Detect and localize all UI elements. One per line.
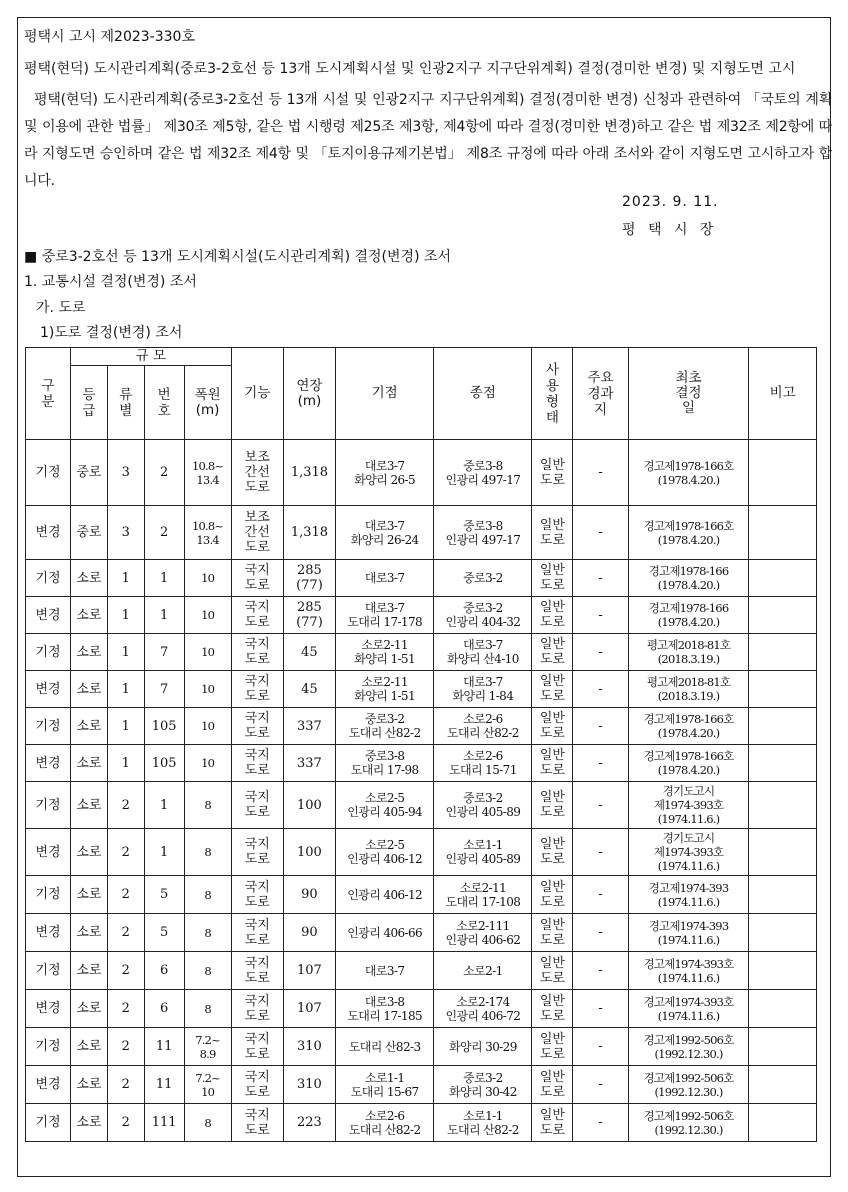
cell-remarks [749, 782, 817, 829]
cell-number: 7 [144, 634, 184, 671]
notice-date: 2023. 9. 11. [622, 194, 719, 210]
cell-number: 1 [144, 597, 184, 634]
cell-class: 3 [107, 506, 144, 560]
cell-length: 1,318 [283, 440, 335, 506]
cell-width: 7.2~ 8.9 [184, 1028, 231, 1066]
cell-decision: 경고제1992-506호 (1992.12.30.) [628, 1066, 749, 1104]
cell-usage: 일반 도로 [532, 1104, 573, 1142]
cell-gubun: 기정 [26, 1104, 71, 1142]
cell-gubun: 기정 [26, 876, 71, 914]
cell-start: 소로2-11 화양리 1-51 [336, 671, 434, 708]
cell-usage: 일반 도로 [532, 745, 573, 782]
cell-via: - [573, 745, 628, 782]
cell-gubun: 기정 [26, 440, 71, 506]
cell-class: 2 [107, 876, 144, 914]
cell-gubun: 변경 [26, 671, 71, 708]
cell-class: 1 [107, 634, 144, 671]
cell-function: 국지 도로 [231, 990, 283, 1028]
subsection-road: 가. 도로 [36, 300, 86, 316]
cell-via: - [573, 708, 628, 745]
cell-decision: 경고제1974-393호 (1974.11.6.) [628, 990, 749, 1028]
cell-length: 285 (77) [283, 597, 335, 634]
cell-grade: 소로 [71, 560, 108, 597]
cell-start: 소로2-5 인광리 405-94 [336, 782, 434, 829]
cell-width: 8 [184, 990, 231, 1028]
cell-start: 소로1-1 도대리 15-67 [336, 1066, 434, 1104]
cell-remarks [749, 1066, 817, 1104]
cell-end: 소로2-174 인광리 406-72 [434, 990, 532, 1028]
cell-number: 7 [144, 671, 184, 708]
cell-number: 111 [144, 1104, 184, 1142]
header-function: 기능 [231, 348, 283, 440]
cell-via: - [573, 597, 628, 634]
cell-decision: 경기도고시 제1974-393호 (1974.11.6.) [628, 829, 749, 876]
cell-end: 소로1-1 인광리 405-89 [434, 829, 532, 876]
cell-remarks [749, 597, 817, 634]
cell-usage: 일반 도로 [532, 952, 573, 990]
cell-grade: 중로 [71, 440, 108, 506]
cell-function: 국지 도로 [231, 914, 283, 952]
table-body [26, 440, 817, 1142]
cell-class: 2 [107, 952, 144, 990]
cell-usage: 일반 도로 [532, 782, 573, 829]
cell-decision: 경고제1978-166호 (1978.4.20.) [628, 745, 749, 782]
section-heading: ■ 중로3-2호선 등 13개 도시계획시설(도시관리계획) 결정(변경) 조서 [24, 249, 452, 265]
cell-width: 8 [184, 876, 231, 914]
cell-number: 2 [144, 506, 184, 560]
cell-grade: 소로 [71, 876, 108, 914]
issuer: 평 택 시 장 [622, 222, 718, 238]
cell-via: - [573, 560, 628, 597]
notice-body: 평택(현덕) 도시관리계획(중로3-2호선 등 13개 시설 및 인광2지구 지구단위계획) 결정(경미한 변경) 신청과 관련하여 「국토의 계획 및 이용에 관한 법률」 제30조 제5항, 같은 법 시행령 제25조 제3항, 제4항에 따라 결정(경미한 변경)하고 같은 법 제32조 제2항에 따라 지형도면 승인하며 같은 법 제32조 제4항 및 「토지이용규제기본법」 제8조 규정에 따라 아래 조서와 같이 지형도면 고시하고자 합니다. [24, 92, 832, 189]
cell-length: 100 [283, 829, 335, 876]
cell-function: 국지 도로 [231, 1104, 283, 1142]
cell-number: 6 [144, 952, 184, 990]
cell-remarks [749, 952, 817, 990]
cell-gubun: 변경 [26, 914, 71, 952]
cell-width: 10 [184, 708, 231, 745]
cell-usage: 일반 도로 [532, 990, 573, 1028]
cell-function: 국지 도로 [231, 560, 283, 597]
cell-start: 소로2-6 도대리 산82-2 [336, 1104, 434, 1142]
table-row [26, 829, 817, 876]
cell-function: 국지 도로 [231, 1066, 283, 1104]
cell-via: - [573, 1028, 628, 1066]
cell-usage: 일반 도로 [532, 634, 573, 671]
header-width: 폭원(m) [184, 366, 231, 440]
cell-decision: 경고제1992-506호 (1992.12.30.) [628, 1028, 749, 1066]
header-number: 번호 [144, 366, 184, 440]
cell-number: 2 [144, 440, 184, 506]
cell-number: 6 [144, 990, 184, 1028]
cell-decision: 경고제1978-166호 (1978.4.20.) [628, 708, 749, 745]
cell-class: 2 [107, 782, 144, 829]
cell-remarks [749, 1104, 817, 1142]
cell-gubun: 기정 [26, 952, 71, 990]
cell-decision: 경고제1978-166호 (1978.4.20.) [628, 440, 749, 506]
cell-function: 보조 간선 도로 [231, 440, 283, 506]
cell-number: 1 [144, 782, 184, 829]
cell-gubun: 변경 [26, 745, 71, 782]
cell-end: 중로3-2 [434, 560, 532, 597]
table-row [26, 708, 817, 745]
cell-function: 국지 도로 [231, 671, 283, 708]
table-row [26, 671, 817, 708]
subsection-transport: 1. 교통시설 결정(변경) 조서 [24, 274, 197, 290]
cell-function: 국지 도로 [231, 782, 283, 829]
cell-width: 10.8~ 13.4 [184, 506, 231, 560]
cell-usage: 일반 도로 [532, 876, 573, 914]
cell-decision: 경고제1978-166호 (1978.4.20.) [628, 506, 749, 560]
cell-grade: 소로 [71, 914, 108, 952]
cell-end: 소로1-1 도대리 산82-2 [434, 1104, 532, 1142]
cell-usage: 일반 도로 [532, 1028, 573, 1066]
cell-start: 대로3-7 화양리 26-5 [336, 440, 434, 506]
cell-usage: 일반 도로 [532, 440, 573, 506]
cell-via: - [573, 1066, 628, 1104]
cell-end: 중로3-2 인광리 405-89 [434, 782, 532, 829]
cell-start: 대로3-7 [336, 560, 434, 597]
cell-usage: 일반 도로 [532, 1066, 573, 1104]
cell-via: - [573, 914, 628, 952]
cell-width: 10 [184, 671, 231, 708]
cell-function: 국지 도로 [231, 597, 283, 634]
header-usage: 사용형태 [532, 348, 573, 440]
cell-number: 1 [144, 829, 184, 876]
cell-decision: 평고제2018-81호 (2018.3.19.) [628, 634, 749, 671]
cell-start: 중로3-8 도대리 17-98 [336, 745, 434, 782]
cell-decision: 경고제1978-166 (1978.4.20.) [628, 597, 749, 634]
cell-function: 국지 도로 [231, 745, 283, 782]
cell-start: 소로2-5 인광리 406-12 [336, 829, 434, 876]
cell-start: 중로3-2 도대리 산82-2 [336, 708, 434, 745]
cell-gubun: 변경 [26, 1066, 71, 1104]
cell-via: - [573, 671, 628, 708]
cell-length: 337 [283, 708, 335, 745]
cell-via: - [573, 634, 628, 671]
notice-number: 평택시 고시 제2023-330호 [24, 29, 195, 45]
cell-function: 국지 도로 [231, 952, 283, 990]
header-length: 연장(m) [283, 348, 335, 440]
table-row [26, 876, 817, 914]
cell-via: - [573, 829, 628, 876]
cell-remarks [749, 829, 817, 876]
cell-class: 1 [107, 671, 144, 708]
cell-class: 2 [107, 990, 144, 1028]
cell-length: 107 [283, 990, 335, 1028]
cell-start: 소로2-11 화양리 1-51 [336, 634, 434, 671]
cell-grade: 소로 [71, 597, 108, 634]
cell-gubun: 기정 [26, 782, 71, 829]
cell-grade: 중로 [71, 506, 108, 560]
header-class: 류별 [107, 366, 144, 440]
cell-length: 337 [283, 745, 335, 782]
cell-via: - [573, 990, 628, 1028]
cell-usage: 일반 도로 [532, 914, 573, 952]
table-row [26, 634, 817, 671]
cell-via: - [573, 952, 628, 990]
table-row [26, 952, 817, 990]
cell-start: 대로3-7 도대리 17-178 [336, 597, 434, 634]
cell-via: - [573, 506, 628, 560]
cell-length: 285 (77) [283, 560, 335, 597]
cell-usage: 일반 도로 [532, 506, 573, 560]
cell-via: - [573, 782, 628, 829]
cell-end: 대로3-7 화양리 산4-10 [434, 634, 532, 671]
cell-usage: 일반 도로 [532, 560, 573, 597]
cell-class: 1 [107, 708, 144, 745]
cell-number: 1 [144, 560, 184, 597]
header-start: 기점 [336, 348, 434, 440]
cell-length: 1,318 [283, 506, 335, 560]
cell-decision: 평고제2018-81호 (2018.3.19.) [628, 671, 749, 708]
cell-end: 대로3-7 화양리 1-84 [434, 671, 532, 708]
cell-length: 90 [283, 876, 335, 914]
cell-function: 국지 도로 [231, 1028, 283, 1066]
cell-width: 10 [184, 597, 231, 634]
cell-number: 11 [144, 1066, 184, 1104]
cell-remarks [749, 876, 817, 914]
cell-start: 인광리 406-12 [336, 876, 434, 914]
cell-gubun: 기정 [26, 708, 71, 745]
subsection-road-table: 1)도로 결정(변경) 조서 [40, 325, 183, 341]
cell-start: 도대리 산82-3 [336, 1028, 434, 1066]
cell-usage: 일반 도로 [532, 671, 573, 708]
cell-length: 310 [283, 1066, 335, 1104]
notice-title: 평택(현덕) 도시관리계획(중로3-2호선 등 13개 도시계획시설 및 인광2지구 지구단위계획) 결정(경미한 변경) 및 지형도면 고시 [24, 61, 796, 77]
header-gubun: 구분 [26, 348, 71, 440]
cell-gubun: 기정 [26, 560, 71, 597]
cell-end: 소로2-6 도대리 15-71 [434, 745, 532, 782]
cell-class: 2 [107, 829, 144, 876]
cell-usage: 일반 도로 [532, 597, 573, 634]
cell-grade: 소로 [71, 708, 108, 745]
cell-number: 105 [144, 708, 184, 745]
cell-remarks [749, 671, 817, 708]
cell-gubun: 기정 [26, 634, 71, 671]
cell-length: 107 [283, 952, 335, 990]
cell-class: 2 [107, 1104, 144, 1142]
cell-usage: 일반 도로 [532, 829, 573, 876]
cell-grade: 소로 [71, 671, 108, 708]
cell-remarks [749, 990, 817, 1028]
table-row [26, 597, 817, 634]
header-first-decision: 최초결정일 [628, 348, 749, 440]
cell-class: 2 [107, 1028, 144, 1066]
cell-class: 2 [107, 1066, 144, 1104]
cell-width: 8 [184, 914, 231, 952]
cell-via: - [573, 876, 628, 914]
table-row [26, 1104, 817, 1142]
cell-grade: 소로 [71, 1066, 108, 1104]
cell-length: 90 [283, 914, 335, 952]
cell-class: 2 [107, 914, 144, 952]
table-row [26, 1066, 817, 1104]
cell-end: 중로3-2 화양리 30-42 [434, 1066, 532, 1104]
cell-via: - [573, 440, 628, 506]
cell-end: 소로2-111 인광리 406-62 [434, 914, 532, 952]
table-row [26, 914, 817, 952]
cell-remarks [749, 1028, 817, 1066]
cell-width: 10.8~ 13.4 [184, 440, 231, 506]
cell-number: 5 [144, 876, 184, 914]
cell-class: 1 [107, 745, 144, 782]
cell-start: 대로3-8 도대리 17-185 [336, 990, 434, 1028]
header-end: 종점 [434, 348, 532, 440]
table-row [26, 1028, 817, 1066]
cell-width: 8 [184, 782, 231, 829]
cell-width: 10 [184, 745, 231, 782]
cell-grade: 소로 [71, 1104, 108, 1142]
table-row [26, 782, 817, 829]
road-decision-table [25, 347, 817, 1142]
cell-grade: 소로 [71, 1028, 108, 1066]
cell-grade: 소로 [71, 829, 108, 876]
cell-length: 310 [283, 1028, 335, 1066]
cell-function: 국지 도로 [231, 876, 283, 914]
cell-usage: 일반 도로 [532, 708, 573, 745]
cell-function: 국지 도로 [231, 829, 283, 876]
table-row [26, 506, 817, 560]
cell-end: 소로2-11 도대리 17-108 [434, 876, 532, 914]
cell-end: 화양리 30-29 [434, 1028, 532, 1066]
cell-grade: 소로 [71, 782, 108, 829]
cell-end: 중로3-2 인광리 404-32 [434, 597, 532, 634]
cell-width: 10 [184, 560, 231, 597]
cell-start: 인광리 406-66 [336, 914, 434, 952]
cell-decision: 경고제1974-393 (1974.11.6.) [628, 876, 749, 914]
cell-gubun: 변경 [26, 506, 71, 560]
cell-remarks [749, 745, 817, 782]
cell-number: 5 [144, 914, 184, 952]
cell-decision: 경고제1992-506호 (1992.12.30.) [628, 1104, 749, 1142]
cell-length: 45 [283, 671, 335, 708]
cell-width: 10 [184, 634, 231, 671]
cell-function: 국지 도로 [231, 634, 283, 671]
cell-end: 소로2-6 도대리 산82-2 [434, 708, 532, 745]
cell-remarks [749, 914, 817, 952]
cell-class: 1 [107, 560, 144, 597]
cell-end: 중로3-8 인광리 497-17 [434, 506, 532, 560]
cell-end: 소로2-1 [434, 952, 532, 990]
cell-width: 8 [184, 1104, 231, 1142]
cell-start: 대로3-7 화양리 26-24 [336, 506, 434, 560]
cell-gubun: 변경 [26, 829, 71, 876]
table-row [26, 990, 817, 1028]
header-grade: 등급 [71, 366, 108, 440]
cell-length: 223 [283, 1104, 335, 1142]
cell-grade: 소로 [71, 990, 108, 1028]
table-row [26, 440, 817, 506]
cell-start: 대로3-7 [336, 952, 434, 990]
cell-length: 100 [283, 782, 335, 829]
cell-decision: 경고제1978-166 (1978.4.20.) [628, 560, 749, 597]
cell-remarks [749, 708, 817, 745]
cell-function: 보조 간선 도로 [231, 506, 283, 560]
cell-decision: 경기도고시 제1974-393호 (1974.11.6.) [628, 782, 749, 829]
cell-number: 11 [144, 1028, 184, 1066]
cell-width: 8 [184, 829, 231, 876]
cell-remarks [749, 440, 817, 506]
header-scale: 규 모 [71, 348, 232, 366]
cell-grade: 소로 [71, 634, 108, 671]
cell-width: 8 [184, 952, 231, 990]
cell-remarks [749, 634, 817, 671]
cell-class: 1 [107, 597, 144, 634]
cell-via: - [573, 1104, 628, 1142]
cell-gubun: 변경 [26, 597, 71, 634]
table-row [26, 560, 817, 597]
table-row [26, 745, 817, 782]
cell-decision: 경고제1974-393 (1974.11.6.) [628, 914, 749, 952]
cell-function: 국지 도로 [231, 708, 283, 745]
cell-grade: 소로 [71, 745, 108, 782]
cell-number: 105 [144, 745, 184, 782]
header-remarks: 비고 [749, 348, 817, 440]
cell-class: 3 [107, 440, 144, 506]
cell-remarks [749, 506, 817, 560]
cell-decision: 경고제1974-393호 (1974.11.6.) [628, 952, 749, 990]
cell-grade: 소로 [71, 952, 108, 990]
cell-remarks [749, 560, 817, 597]
header-via: 주요경과지 [573, 348, 628, 440]
cell-gubun: 기정 [26, 1028, 71, 1066]
cell-length: 45 [283, 634, 335, 671]
cell-gubun: 변경 [26, 990, 71, 1028]
cell-end: 중로3-8 인광리 497-17 [434, 440, 532, 506]
cell-width: 7.2~ 10 [184, 1066, 231, 1104]
